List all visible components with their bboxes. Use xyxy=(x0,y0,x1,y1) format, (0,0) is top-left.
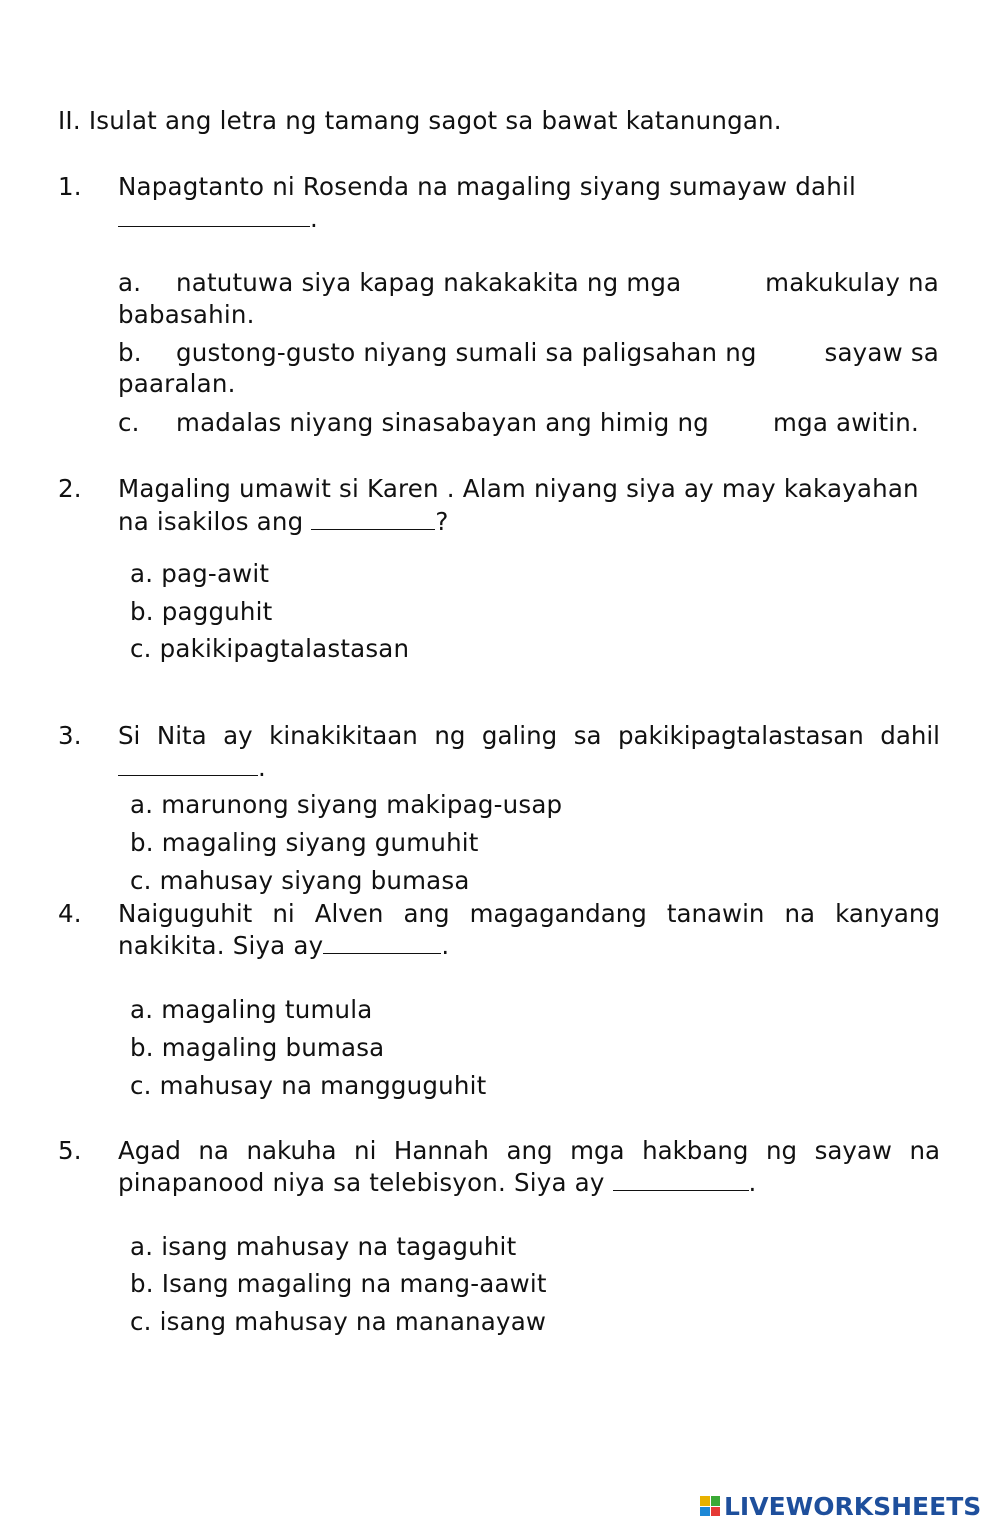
question-text-line2: nakikita. Siya ay . xyxy=(118,931,450,960)
answer-blank[interactable] xyxy=(323,931,441,954)
option-letter: c. xyxy=(118,408,140,437)
option-letter: b. xyxy=(118,338,142,367)
option-item[interactable]: a. marunong siyang makipag-usap xyxy=(130,790,563,819)
option-item[interactable]: a. magaling tumula xyxy=(130,995,373,1024)
option-b-text-wrap: paaralan. xyxy=(118,369,236,398)
option-letter: a. xyxy=(118,268,142,297)
answer-blank[interactable] xyxy=(118,204,310,227)
logo-mark-icon xyxy=(700,1496,720,1516)
question-text: Si Nita ay kinakikitaan ng galing sa pakikipagtalastasan dahil xyxy=(118,721,940,750)
option-a-text-wrap: babasahin. xyxy=(118,300,255,329)
option-b-text-end: sayaw sa xyxy=(824,338,939,367)
question-text: Magaling umawit si Karen . Alam niyang siya ay may kakayahan xyxy=(118,474,919,503)
option-item[interactable]: b. magaling siyang gumuhit xyxy=(130,828,479,857)
answer-blank[interactable] xyxy=(118,753,258,776)
question-number: 2. xyxy=(58,474,82,503)
option-c-text-end: mga awitin. xyxy=(773,408,920,437)
option-item[interactable]: c. mahusay siyang bumasa xyxy=(130,866,470,895)
option-a-text: natutuwa siya kapag nakakakita ng mga xyxy=(176,268,682,297)
option-item[interactable]: c. pakikipagtalastasan xyxy=(130,634,410,663)
option-c[interactable] xyxy=(118,407,140,438)
question-number: 5. xyxy=(58,1136,82,1165)
question-text-line2: na isakilos ang ? xyxy=(118,507,449,536)
question-text: Naiguguhit ni Alven ang magagandang tanawin na kanyang xyxy=(118,899,940,928)
question-text-line2: pinapanood niya sa telebisyon. Siya ay . xyxy=(118,1168,757,1197)
option-item[interactable]: a. isang mahusay na tagaguhit xyxy=(130,1232,517,1261)
question-text-line2: . xyxy=(118,203,318,234)
option-a-text-end: makukulay na xyxy=(765,268,939,297)
question-text: Napagtanto ni Rosenda na magaling siyang sumayaw dahil xyxy=(118,172,856,201)
question-number: 4. xyxy=(58,899,82,928)
option-b-text: gustong-gusto niyang sumali sa paligsahan ng xyxy=(176,338,757,367)
option-item[interactable]: a. pag-awit xyxy=(130,559,270,588)
option-b[interactable] xyxy=(118,337,142,368)
question-text-line2: . xyxy=(118,752,266,783)
logo-text: LIVEWORKSHEETS xyxy=(724,1491,982,1521)
option-a[interactable] xyxy=(118,267,141,298)
liveworksheets-logo xyxy=(700,1488,981,1524)
instruction-heading: II. Isulat ang letra ng tamang sagot sa bawat katanungan. xyxy=(58,106,782,135)
option-item[interactable]: c. isang mahusay na mananayaw xyxy=(130,1307,547,1336)
option-item[interactable]: b. magaling bumasa xyxy=(130,1033,385,1062)
answer-blank[interactable] xyxy=(311,507,435,530)
question-number: 1. xyxy=(58,172,82,201)
option-c-text: madalas niyang sinasabayan ang himig ng xyxy=(176,408,709,437)
answer-blank[interactable] xyxy=(613,1168,749,1191)
option-item[interactable]: b. Isang magaling na mang-aawit xyxy=(130,1269,547,1298)
option-item[interactable]: b. pagguhit xyxy=(130,597,273,626)
option-item[interactable]: c. mahusay na mangguguhit xyxy=(130,1071,487,1100)
question-text: Agad na nakuha ni Hannah ang mga hakbang ng sayaw na xyxy=(118,1136,940,1165)
question-number: 3. xyxy=(58,721,82,750)
